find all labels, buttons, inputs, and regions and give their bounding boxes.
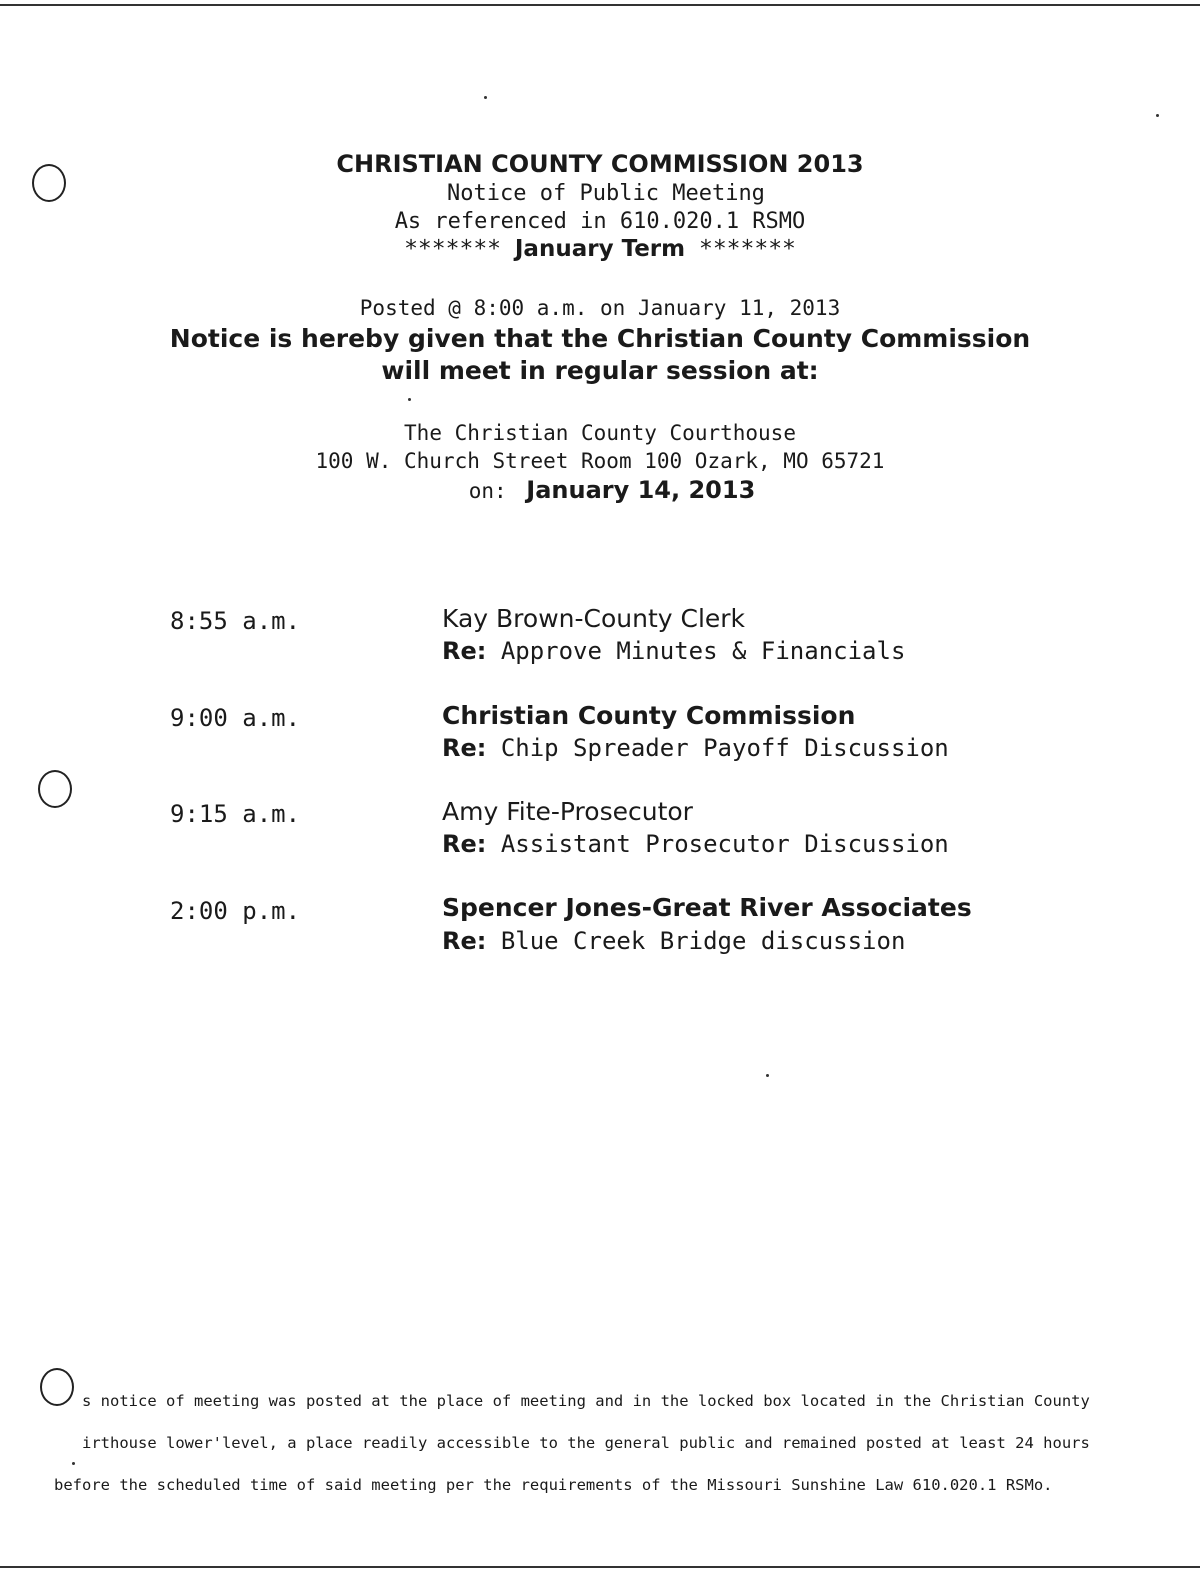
meeting-building: The Christian County Courthouse (404, 421, 796, 445)
meeting-date: January 14, 2013 (526, 476, 756, 504)
term-name: January Term (514, 236, 686, 262)
agenda-presenter: Spencer Jones-Great River Associates (442, 893, 972, 922)
agenda-presenter: Kay Brown-County Clerk (442, 604, 746, 633)
scan-speck (484, 96, 487, 99)
agenda-topic-text: Approve Minutes & Financials (500, 637, 906, 665)
scan-speck (1156, 114, 1159, 117)
re-label: Re: (442, 637, 487, 665)
posted-timestamp: Posted @ 8:00 a.m. on January 11, 2013 (359, 296, 841, 320)
document-subtitle: Notice of Public Meeting (447, 181, 765, 206)
agenda-time: 8:55 a.m. (170, 607, 301, 635)
agenda-topic (442, 927, 905, 955)
punch-hole-middle (38, 770, 72, 808)
notice-line-1: Notice is hereby given that the Christian County Commission (169, 324, 1031, 353)
term-stars-right: ******* (698, 236, 796, 262)
scan-speck (408, 398, 411, 401)
agenda-topic-text: Assistant Prosecutor Discussion (500, 830, 949, 858)
footnote-line-3: before the scheduled time of said meeting per the requirements of the Missouri Sunshine Law 610.020.1 RSMo. (54, 1476, 1053, 1494)
agenda-time: 2:00 p.m. (170, 897, 301, 925)
scan-speck (766, 1074, 769, 1077)
agenda-topic-text: Blue Creek Bridge discussion (500, 927, 906, 955)
agenda-topic-text: Chip Spreader Payoff Discussion (500, 734, 949, 762)
agenda-topic (442, 830, 949, 858)
re-label: Re: (442, 927, 487, 955)
re-label: Re: (442, 734, 487, 762)
term-stars-left: ******* (404, 236, 502, 262)
meeting-date-line (0, 476, 1200, 504)
agenda-time: 9:00 a.m. (170, 704, 301, 732)
footnote-line-1: s notice of meeting was posted at the place of meeting and in the locked box located in the Christian County (82, 1392, 1090, 1410)
footnote-line-2: irthouse lower'level, a place readily accessible to the general public and remained posted at least 24 hours (82, 1434, 1090, 1452)
document-title: CHRISTIAN COUNTY COMMISSION 2013 (336, 150, 864, 178)
bottom-edge-rule (0, 1566, 1200, 1568)
top-edge-rule (0, 4, 1200, 6)
agenda-presenter: Amy Fite-Prosecutor (442, 797, 693, 826)
term-line (0, 236, 1200, 262)
on-label: on: (468, 479, 507, 503)
agenda-presenter: Christian County Commission (442, 701, 856, 730)
re-label: Re: (442, 830, 487, 858)
notice-line-2: will meet in regular session at: (381, 356, 819, 385)
statute-reference: As referenced in 610.020.1 RSMO (394, 209, 806, 234)
agenda-topic (442, 734, 949, 762)
agenda-time: 9:15 a.m. (170, 800, 301, 828)
agenda-topic (442, 637, 905, 665)
sunshine-law-footnote (54, 1370, 1154, 1517)
meeting-address: 100 W. Church Street Room 100 Ozark, MO 65721 (315, 449, 885, 473)
